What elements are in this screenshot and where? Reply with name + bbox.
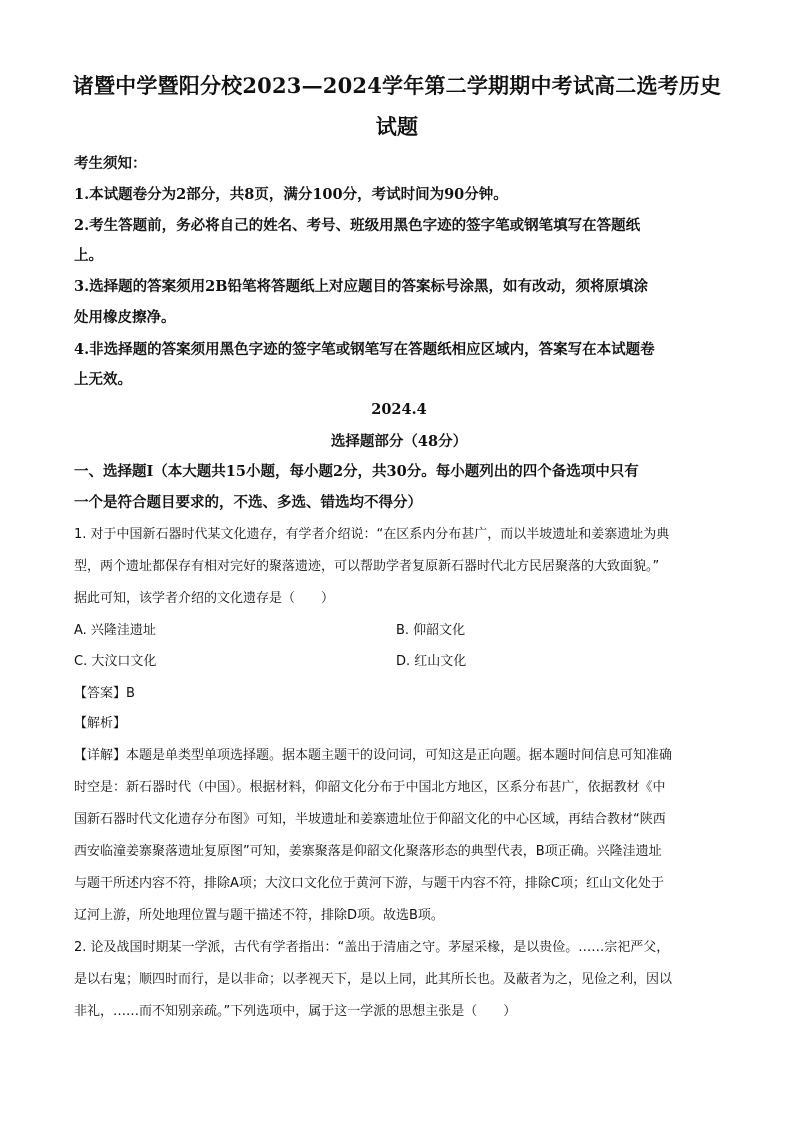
- q1-detail-line6: 辽河上游，所处地理位置与题干描述不符，排除D项。故选B项。: [74, 908, 444, 923]
- q1-option-a: A. 兴隆洼遗址: [74, 623, 156, 638]
- q1-stem-line3: 据此可知，该学者介绍的文化遗存是（ ）: [74, 591, 335, 606]
- q1-option-c: C. 大汶口文化: [74, 654, 157, 669]
- q1-detail-line4: 西安临潼姜寨聚落遗址复原图”可知，姜寨聚落是仰韶文化聚落形态的典型代表，B项正确。兴隆洼遗址: [74, 844, 662, 859]
- notice-item-2-cont: 上。: [74, 247, 103, 264]
- notice-heading: 考生须知：: [74, 155, 147, 172]
- exam-date: 2024.4: [371, 401, 427, 418]
- q1-stem-line1: 1. 对于中国新石器时代某文化遗存，有学者介绍说：“在区系内分布甚广，而以半坡遗址和姜寨遗址为典: [74, 527, 670, 542]
- q1-detail-line5: 与题干所述内容不符，排除A项；大汶口文化位于黄河下游，与题干内容不符，排除C项；红山文化处于: [74, 876, 664, 891]
- q2-stem-line3: 非礼，……而不知别亲疏。”下列选项中，属于这一学派的思想主张是（ ）: [74, 1004, 517, 1019]
- exam-title-line2: 试题: [375, 114, 419, 139]
- q2-stem-line1: 2. 论及战国时期某一学派，古代有学者指出：“盖出于清庙之守。茅屋采椽，是以贵俭。……宗祀严父，: [74, 940, 670, 955]
- exam-title-line1: 诸暨中学暨阳分校2023—2024学年第二学期期中考试高二选考历史: [72, 73, 722, 98]
- q2-stem-line2: 是以右鬼；顺四时而行，是以非命；以孝视天下，是以上同，此其所长也。及蔽者为之，见俭之利，因以: [74, 972, 673, 987]
- notice-item-3: 3.选择题的答案须用2B铅笔将答题纸上对应题目的答案标号涂黑，如有改动，须将原填涂: [74, 278, 648, 295]
- q1-stem-line2: 型，两个遗址都保存有相对完好的聚落遗迹，可以帮助学者复原新石器时代北方民居聚落的大致面貌。”: [74, 559, 660, 574]
- notice-item-4-cont: 上无效。: [74, 371, 132, 388]
- part1-instruction-cont: 一个是符合题目要求的，不选、多选、错选均不得分）: [74, 494, 422, 511]
- q1-option-d: D. 红山文化: [396, 654, 467, 669]
- q1-detail-line2: 时空是：新石器时代（中国）。根据材料，仰韶文化分布于中国北方地区，区系分布甚广，依据教材《中: [74, 780, 666, 795]
- q1-detail-line3: 国新石器时代文化遗存分布图》可知，半坡遗址和姜寨遗址位于仰韶文化的中心区域，再结合教材“陕西: [74, 812, 666, 827]
- notice-item-2: 2.考生答题前，务必将自己的姓名、考号、班级用黑色字迹的签字笔或钢笔填写在答题纸: [74, 217, 641, 234]
- q1-detail-line1: 【详解】本题是单类型单项选择题。据本题主题干的设问词，可知这是正向题。据本题时间信息可知准确: [74, 748, 673, 763]
- section-title: 选择题部分（48分）: [330, 433, 468, 450]
- notice-item-3-cont: 处用橡皮擦净。: [74, 309, 176, 326]
- q1-option-b: B. 仰韶文化: [396, 623, 466, 638]
- notice-item-4: 4.非选择题的答案须用黑色字迹的签字笔或钢笔写在答题纸相应区域内，答案写在本试题卷: [74, 341, 655, 358]
- notice-item-1: 1.本试题卷分为2部分，共8页，满分100分，考试时间为90分钟。: [74, 186, 508, 203]
- q1-answer: 【答案】B: [74, 686, 135, 701]
- part1-instruction: 一、选择题Ⅰ（本大题共15小题，每小题2分，共30分。每小题列出的四个备选项中只有: [74, 463, 639, 480]
- q1-analysis-label: 【解析】: [74, 716, 127, 731]
